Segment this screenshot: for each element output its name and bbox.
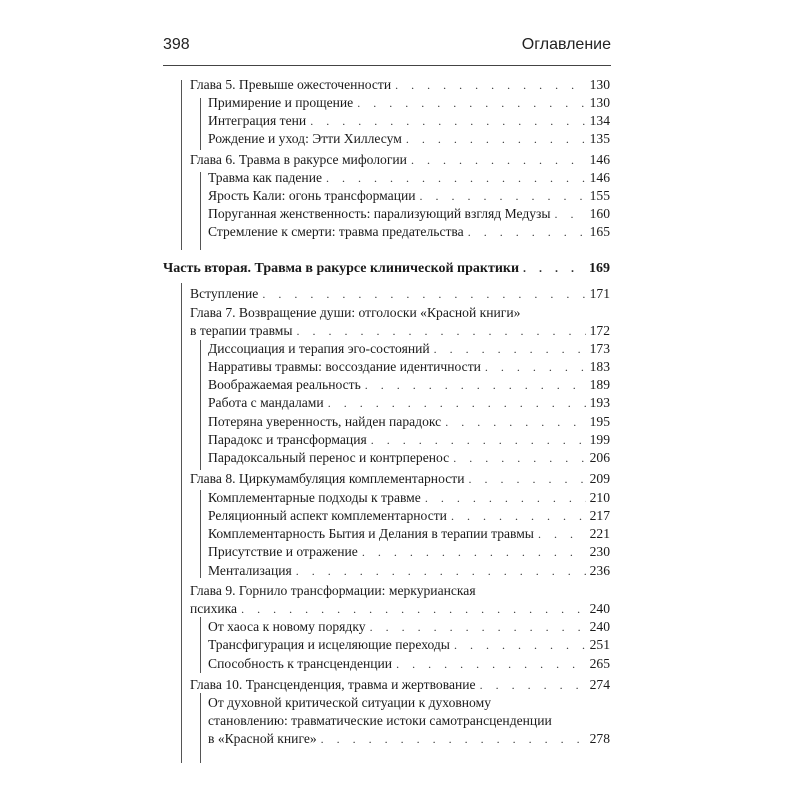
dot-leader — [523, 259, 585, 277]
entry-page: 171 — [589, 286, 610, 301]
dot-leader — [411, 151, 586, 169]
page-number: 398 — [163, 36, 190, 53]
entry-page: 217 — [589, 508, 610, 523]
toc-chapter-9[interactable] — [190, 582, 610, 618]
dot-leader — [480, 676, 586, 694]
entry-page: 160 — [589, 206, 610, 221]
entry-page: 210 — [589, 490, 610, 505]
toc-section[interactable] — [208, 223, 610, 241]
dot-leader — [445, 413, 585, 431]
chapter-bracket — [181, 283, 182, 763]
entry-page: 173 — [589, 341, 610, 356]
entry-title: Глава 6. Травма в ракурсе мифологии — [190, 152, 407, 167]
entry-page: 274 — [589, 677, 610, 692]
section-title: Оглавление — [521, 36, 611, 53]
entry-title-line: психика — [190, 601, 238, 616]
entry-page: 278 — [589, 731, 610, 746]
entry-title: Нарративы травмы: воссоздание идентичности — [208, 359, 481, 374]
section-bracket — [200, 693, 201, 763]
toc-section[interactable] — [208, 618, 610, 636]
toc-section[interactable] — [208, 543, 610, 561]
dot-leader — [468, 470, 585, 488]
dot-leader — [370, 618, 586, 636]
entry-title: Диссоциация и терапия эго-состояний — [208, 341, 430, 356]
entry-title-line: в терапии травмы — [190, 323, 293, 338]
toc-part-2[interactable] — [163, 259, 610, 278]
entry-title: Способность к трансценденции — [208, 656, 393, 671]
toc-section[interactable] — [208, 431, 610, 449]
dot-leader — [362, 543, 586, 561]
toc-section[interactable] — [208, 94, 610, 112]
entry-title-line: становлению: травматические истоки самотрансценденции — [208, 713, 552, 728]
dot-leader — [357, 94, 585, 112]
dot-leader — [297, 322, 586, 340]
dot-leader — [451, 507, 586, 525]
entry-title: Присутствие и отражение — [208, 544, 358, 559]
entry-title: Травма как падение — [208, 170, 323, 185]
toc-section[interactable] — [208, 694, 610, 748]
dot-leader — [326, 169, 586, 187]
entry-page: 130 — [589, 95, 610, 110]
entry-page: 221 — [589, 526, 610, 541]
toc-introduction[interactable] — [190, 285, 610, 303]
toc-section[interactable] — [208, 358, 610, 376]
entry-page: 240 — [589, 619, 610, 634]
entry-title: Реляционный аспект комплементарности — [208, 508, 447, 523]
dot-leader — [555, 205, 586, 223]
entry-page: 199 — [589, 432, 610, 447]
toc-section[interactable] — [208, 489, 610, 507]
toc-section[interactable] — [208, 205, 610, 223]
section-bracket — [200, 617, 201, 673]
toc-section[interactable] — [208, 376, 610, 394]
entry-page: 183 — [589, 359, 610, 374]
entry-title: Глава 10. Трансценденция, травма и жертвование — [190, 677, 476, 692]
entry-page: 135 — [589, 131, 610, 146]
entry-title: Ярость Кали: огонь трансформации — [208, 188, 416, 203]
entry-page: 240 — [589, 601, 610, 616]
dot-leader — [454, 636, 586, 654]
dot-leader — [468, 223, 586, 241]
toc-chapter-7[interactable] — [190, 304, 610, 340]
entry-title: Работа с мандалами — [208, 395, 324, 410]
entry-title: Поруганная женственность: парализующий взгляд Медузы — [208, 206, 551, 221]
dot-leader — [371, 431, 586, 449]
entry-title: Часть вторая. Травма в ракурсе клинической практики — [163, 261, 520, 276]
dot-leader — [328, 394, 586, 412]
entry-title: От хаоса к новому порядку — [208, 619, 366, 634]
chapter-bracket — [181, 80, 182, 250]
dot-leader — [296, 562, 586, 580]
entry-page: 206 — [589, 450, 610, 465]
entry-page: 169 — [589, 261, 610, 276]
dot-leader — [453, 449, 585, 467]
entry-page: 251 — [589, 637, 610, 652]
entry-title: Комплементарные подходы к травме — [208, 490, 421, 505]
entry-title: Парадоксальный перенос и контрперенос — [208, 450, 450, 465]
entry-title: Воображаемая реальность — [208, 377, 361, 392]
dot-leader — [365, 376, 586, 394]
entry-title: Комплементарность Бытия и Делания в терапии травмы — [208, 526, 534, 541]
entry-title: Вступление — [190, 286, 259, 301]
dot-leader — [485, 358, 586, 376]
dot-leader — [262, 285, 585, 303]
dot-leader — [538, 525, 586, 543]
dot-leader — [395, 76, 586, 94]
section-bracket — [200, 98, 201, 150]
toc-section[interactable] — [208, 130, 610, 148]
dot-leader — [321, 730, 586, 748]
entry-page: 236 — [589, 563, 610, 578]
entry-title: Потеряна уверенность, найден парадокс — [208, 414, 442, 429]
entry-title: Примирение и прощение — [208, 95, 354, 110]
toc-chapter-6[interactable] — [190, 151, 610, 169]
entry-page: 155 — [589, 188, 610, 203]
entry-title: Глава 5. Превыше ожесточенности — [190, 77, 392, 92]
entry-title: Ментализация — [208, 563, 292, 578]
toc-section[interactable] — [208, 507, 610, 525]
entry-page: 209 — [589, 471, 610, 486]
toc-section[interactable] — [208, 187, 610, 205]
toc-section[interactable] — [208, 340, 610, 358]
dot-leader — [406, 130, 586, 148]
entry-page: 193 — [589, 395, 610, 410]
toc-chapter-8[interactable] — [190, 470, 610, 488]
entry-title: Парадокс и трансформация — [208, 432, 367, 447]
entry-title-line: Глава 7. Возвращение души: отголоски «Красной книги» — [190, 305, 521, 320]
toc-section[interactable] — [208, 449, 610, 467]
toc-chapter-5[interactable] — [190, 76, 610, 94]
entry-title: Глава 8. Циркумамбуляция комплементарности — [190, 471, 465, 486]
section-bracket — [200, 172, 201, 250]
entry-page: 146 — [589, 152, 610, 167]
dot-leader — [396, 655, 586, 673]
entry-page: 265 — [589, 656, 610, 671]
entry-page: 189 — [589, 377, 610, 392]
entry-page: 165 — [589, 224, 610, 239]
entry-title-line: в «Красной книге» — [208, 731, 317, 746]
entry-title-line: Глава 9. Горнило трансформации: меркурианская — [190, 583, 476, 598]
toc-chapter-10[interactable] — [190, 676, 610, 694]
toc-section[interactable] — [208, 562, 610, 580]
entry-title: Стремление к смерти: травма предательства — [208, 224, 464, 239]
toc-section[interactable] — [208, 413, 610, 431]
entry-page: 146 — [589, 170, 610, 185]
toc-section[interactable] — [208, 169, 610, 187]
entry-title: Интеграция тени — [208, 113, 307, 128]
entry-page: 130 — [589, 77, 610, 92]
toc-section[interactable] — [208, 394, 610, 412]
dot-leader — [241, 600, 586, 618]
dot-leader — [310, 112, 585, 130]
section-bracket — [200, 340, 201, 470]
dot-leader — [434, 340, 586, 358]
toc-section[interactable] — [208, 655, 610, 673]
toc-section[interactable] — [208, 636, 610, 654]
section-bracket — [200, 490, 201, 578]
toc-section[interactable] — [208, 112, 610, 130]
dot-leader — [420, 187, 586, 205]
toc-section[interactable] — [208, 525, 610, 543]
entry-title-line: От духовной критической ситуации к духовному — [208, 695, 491, 710]
entry-page: 134 — [589, 113, 610, 128]
entry-page: 230 — [589, 544, 610, 559]
entry-title: Рождение и уход: Этти Хиллесум — [208, 131, 402, 146]
entry-title: Трансфигурация и исцеляющие переходы — [208, 637, 450, 652]
entry-page: 172 — [589, 323, 610, 338]
dot-leader — [425, 489, 586, 507]
entry-page: 195 — [589, 414, 610, 429]
